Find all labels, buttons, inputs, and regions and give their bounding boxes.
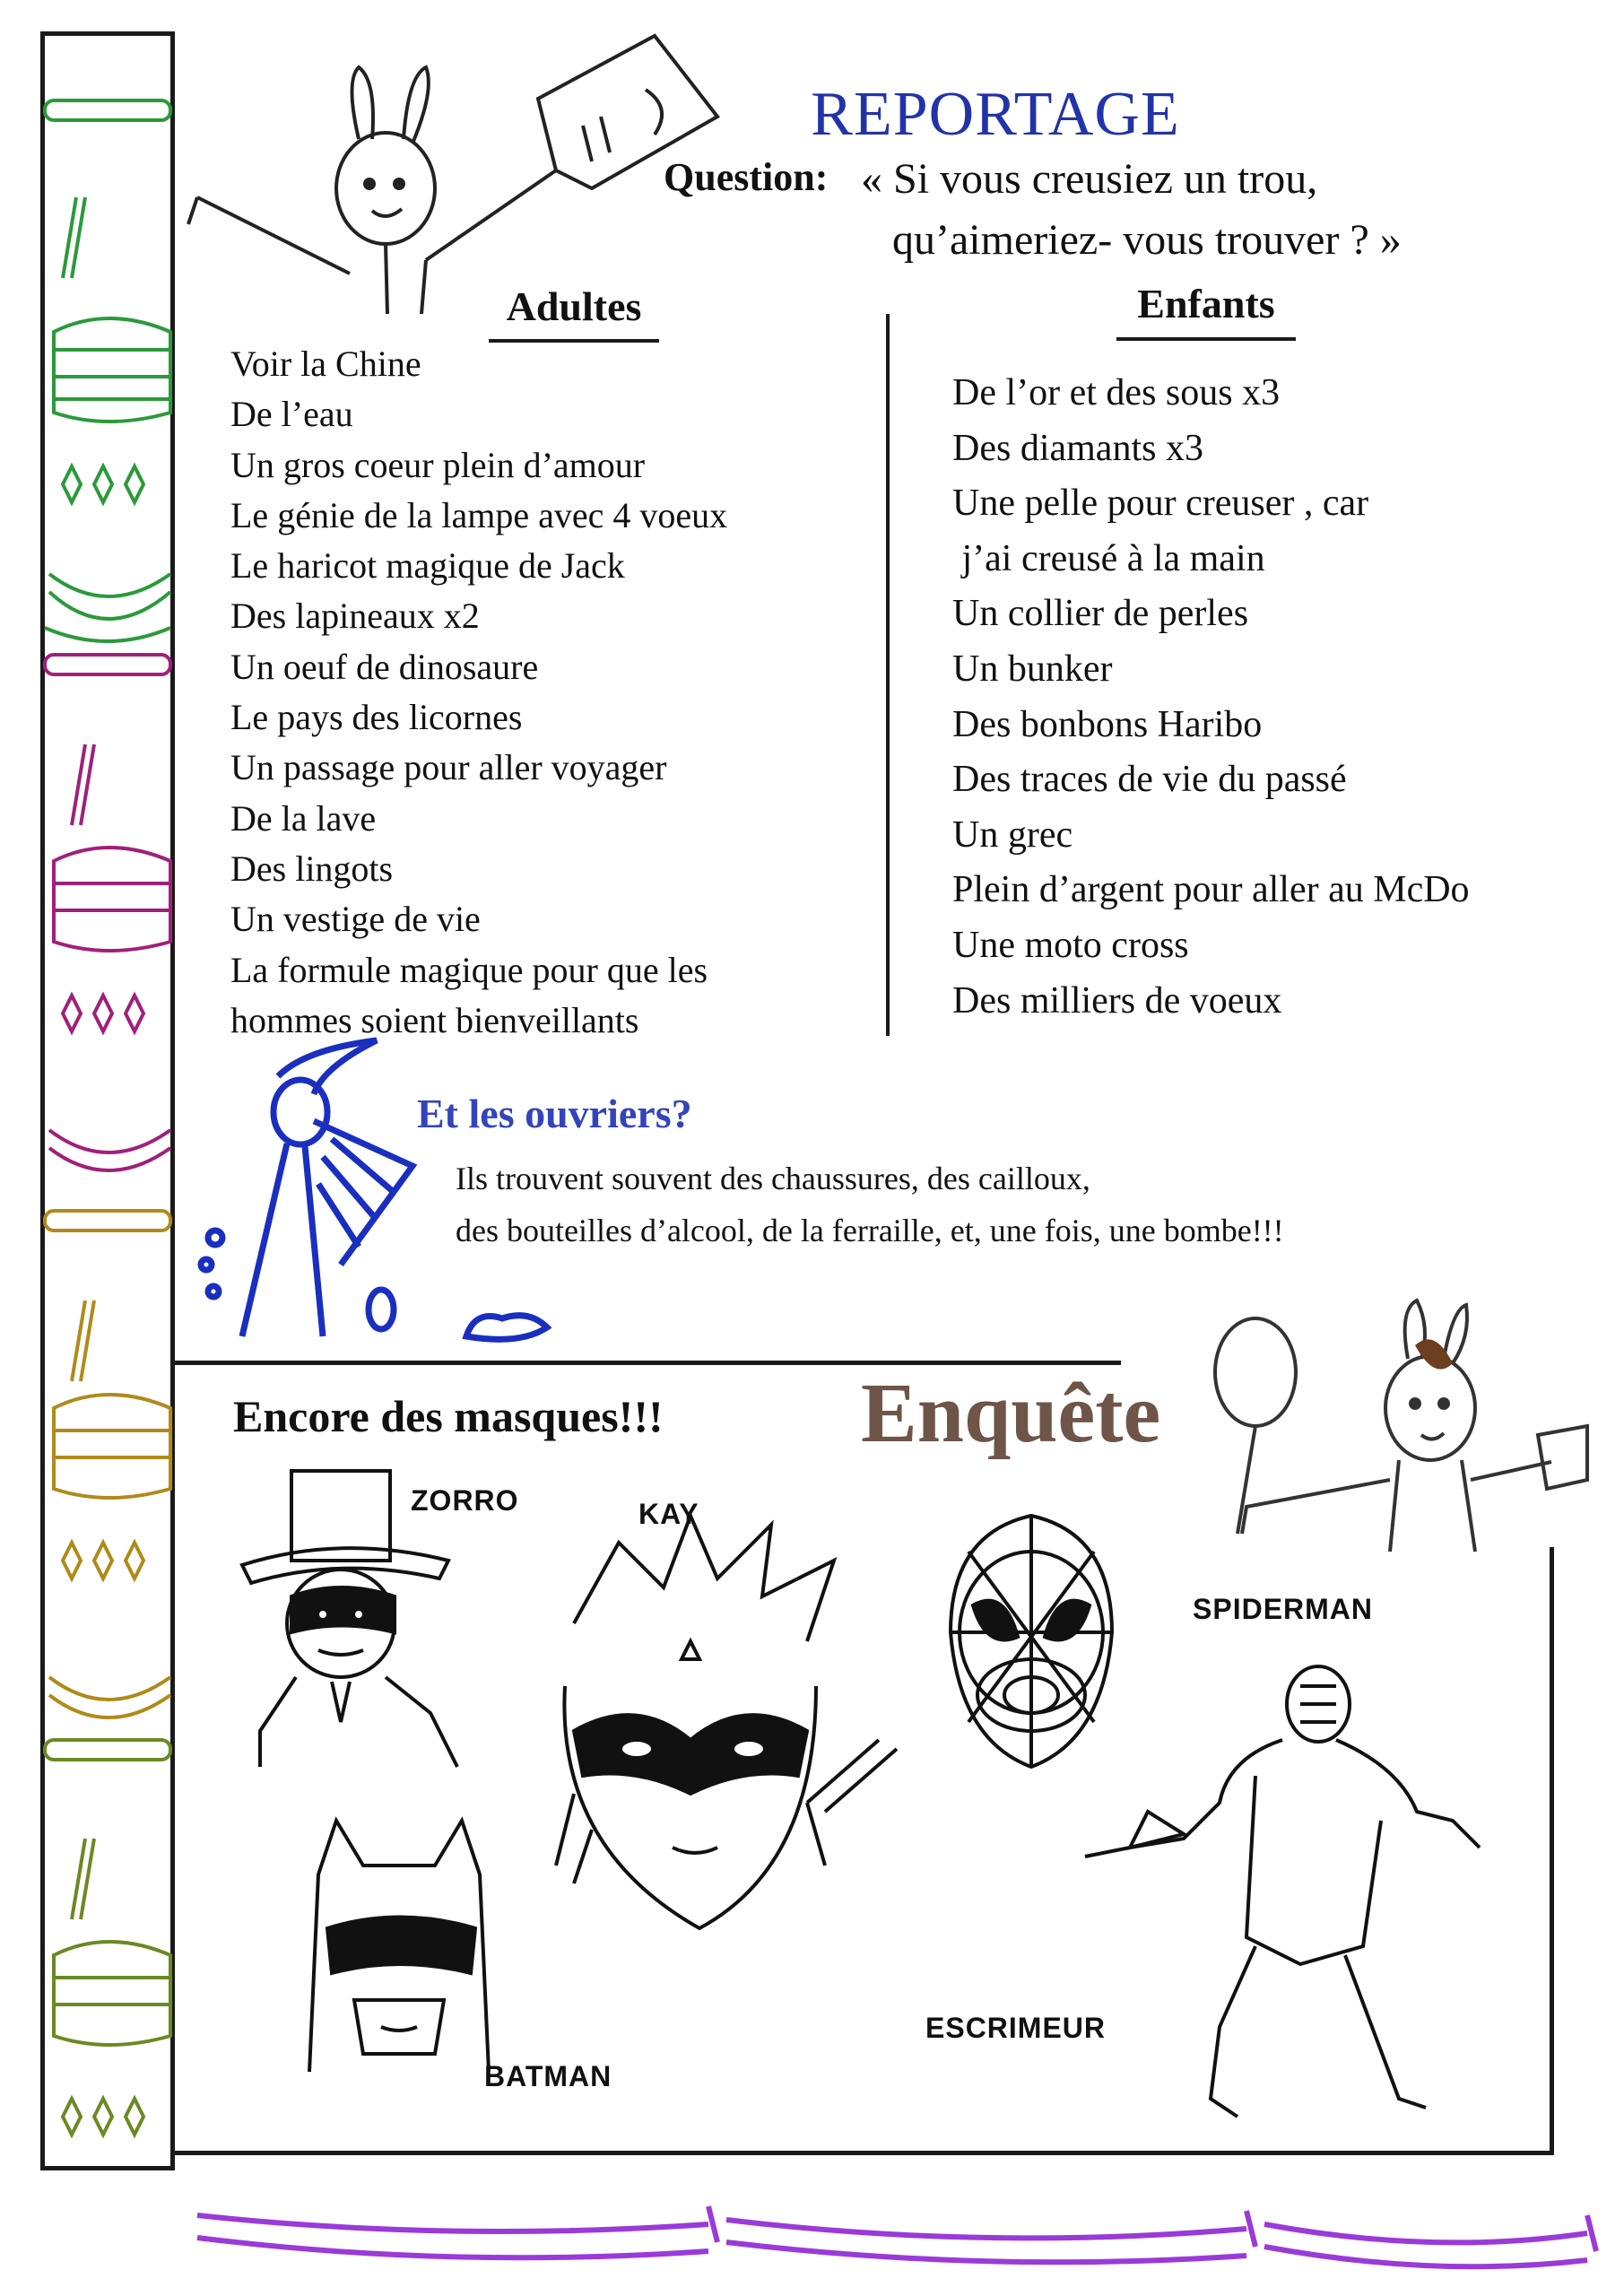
workers-title: Et les ouvriers? [417,1091,692,1136]
question-label: Question: [664,155,829,199]
frame-right-border [1550,1547,1554,2152]
mask-label-escrimeur: ESCRIMEUR [925,2012,1107,2044]
decor-pattern-icon [45,36,179,2175]
reportage-title: REPORTAGE [811,80,1180,149]
list-item: Le haricot magique de Jack [230,545,625,587]
list-item: hommes soient bienveillants [230,999,639,1040]
workers-text-line-1: Ils trouvent souvent des chaussures, des cailloux, [456,1161,1090,1196]
list-item: Un passage pour aller voyager [230,747,667,788]
list-item: Une moto cross [952,924,1189,966]
kay-drawing [538,1507,879,2009]
list-item: Des lingots [230,848,394,889]
list-item: Plein d’argent pour aller au McDo [952,869,1470,911]
question-line-1: « Si vous creusiez un trou, [861,155,1318,203]
children-heading-rule [1116,337,1296,341]
list-item: Des traces de vie du passé [952,759,1347,801]
batman-drawing [300,1821,507,2081]
list-item: Le génie de la lampe avec 4 voeux [230,494,728,535]
purple-scribble-icon [0,2188,1624,2296]
list-item: Un grec [952,813,1073,856]
mask-label-spiderman: SPIDERMAN [1193,1593,1374,1625]
enquete-title: Enquête [861,1367,1161,1460]
list-item: Des bonbons Haribo [952,703,1263,745]
frame-bottom-border [175,2151,1554,2155]
list-item: Un bunker [952,648,1113,690]
list-item: Un collier de perles [952,593,1249,635]
adults-heading: Adultes [506,283,642,329]
list-item: Voir la Chine [230,344,421,384]
list-item: Des diamants x3 [952,427,1203,469]
adults-list [230,339,727,1046]
list-item: De l’eau [230,394,353,435]
column-divider [886,314,890,1036]
rabbit-tennis-drawing [1193,1309,1587,1561]
list-item: Un oeuf de dinosaure [230,646,539,687]
fencer-drawing [1076,1668,1524,2135]
list-item: De l’or et des sous x3 [952,372,1281,413]
list-item: Une pelle pour creuser , car [952,483,1369,525]
list-item: De la lave [230,797,377,839]
rabbit-reporter-drawing [179,18,717,314]
children-list [952,366,1470,1029]
mask-label-kay: KAY [638,1498,699,1530]
list-item: Le pays des licornes [230,697,523,738]
mask-label-batman: BATMAN [484,2060,612,2092]
children-heading: Enfants [1137,281,1275,326]
workers-text-line-2: des bouteilles d’alcool, de la ferraille, et, une fois, une bombe!!! [456,1213,1284,1248]
list-item: Un gros coeur plein d’amour [230,444,646,485]
masks-title: Encore des masques!!! [233,1391,664,1441]
workers-text [456,1152,1284,1257]
left-decorative-column [40,31,175,2170]
list-item: j’ai creusé à la main [952,537,1265,579]
list-item: Un vestige de vie [230,899,481,940]
list-item: La formule magique pour que les [230,949,708,990]
mask-label-zorro: ZORRO [411,1484,519,1517]
list-item: Des lapineaux x2 [230,596,480,637]
question-line-2: qu’aimeriez- vous trouver ? » [892,216,1402,264]
list-item: Des milliers de voeux [952,979,1282,1022]
